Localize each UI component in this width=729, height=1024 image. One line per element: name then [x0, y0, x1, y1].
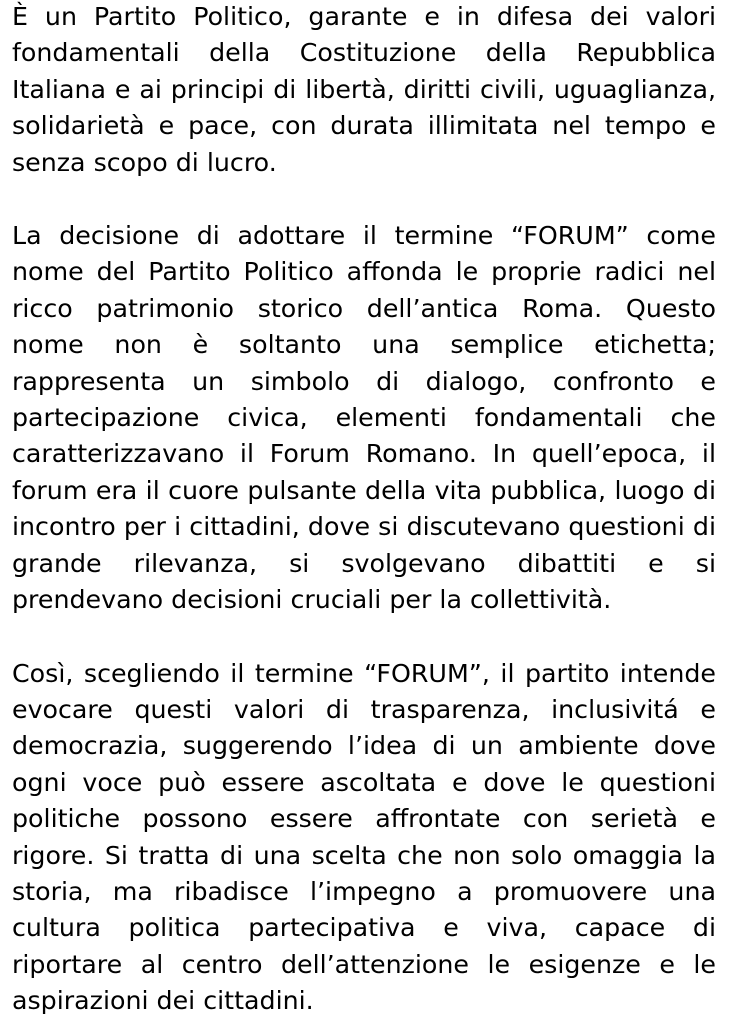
paragraph-forum-values: Così, scegliendo il termine “FORUM”, il partito intende evocare questi valori di trasparenza, inclusivitá e democrazia, suggerendo l’idea di un ambiente dove ogni voce può essere ascoltata e dove le questioni politiche possono essere affrontate con serietà e rigore. Si tratta di una scelta che non solo omaggia la storia, ma ribadisce l’impegno a promuovere una cultura politica partecipativa e viva, capace di riportare al centro dell’attenzione le esigenze e le aspirazioni dei cittadini. [12, 658, 716, 1016]
paragraph-forum-name-origin: La decisione di adottare il termine “FORUM” come nome del Partito Politico affonda le proprie radici nel ricco patrimonio storico dell’antica Roma. Questo nome non è soltanto una semplice etichetta; rappresenta un simbolo di dialogo, confronto e partecipazione civica, elementi fondamentali che caratterizzavano il Forum Romano. In quell’epoca, il forum era il cuore pulsante della vita pubblica, luogo di incontro per i cittadini, dove si discutevano questioni di grande rilevanza, si svolgevano dibattiti e si prendevano decisioni cruciali per la collettività. [12, 221, 716, 615]
paragraph-party-definition: È un Partito Politico, garante e in difesa dei valori fondamentali della Costituzione della Repubblica Italiana e ai principi di libertà, diritti civili, uguaglianza, solidarietà e pace, con durata illimitata nel tempo e senza scopo di lucro. [12, 2, 716, 177]
